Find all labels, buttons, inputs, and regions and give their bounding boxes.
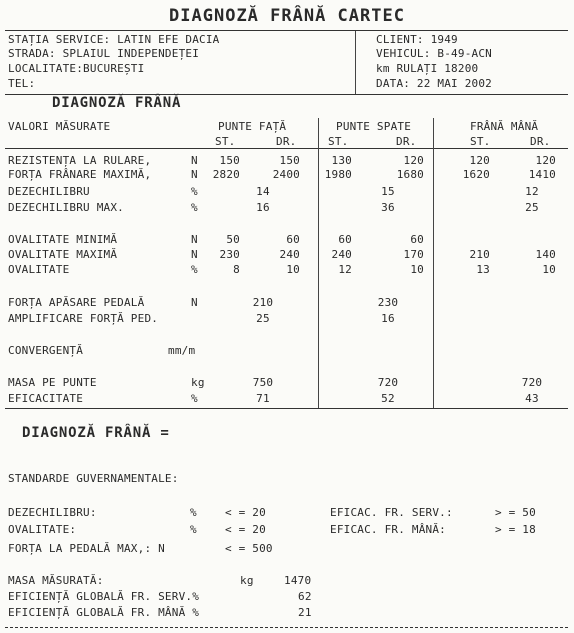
table-header-rule xyxy=(5,148,568,149)
row-unit: N xyxy=(191,248,198,261)
table-cell-merged: 43 xyxy=(525,392,539,405)
row-label: AMPLIFICARE FORȚĂ PED. xyxy=(8,312,159,325)
eff-hand-value: > = 18 xyxy=(495,523,536,536)
table-cell: 60 xyxy=(338,233,352,246)
row-unit: N xyxy=(191,154,198,167)
table-cell-merged: 25 xyxy=(525,201,539,214)
table-cell: 8 xyxy=(233,263,240,276)
pedal-label: FORȚA LA PEDALĂ MAX,: N xyxy=(8,542,165,555)
rear-dr-header: DR. xyxy=(396,135,417,148)
table-cell: 240 xyxy=(279,248,300,261)
global-service-value: 62 xyxy=(298,590,312,603)
table-cell-merged: 750 xyxy=(252,376,274,389)
table-cell-merged: 12 xyxy=(525,185,539,198)
ov-unit: % xyxy=(190,523,197,536)
row-unit: N xyxy=(191,168,198,181)
table-cell-merged: 210 xyxy=(252,296,274,309)
table-cell: 240 xyxy=(331,248,352,261)
front-dr-header: DR. xyxy=(276,135,297,148)
row-unit: N xyxy=(191,296,198,309)
row-unit: % xyxy=(191,185,198,198)
row-label: DEZECHILIBRU xyxy=(8,185,90,198)
section2-title: DIAGNOZĂ FRÂNĂ = xyxy=(22,425,170,441)
row-unit: % xyxy=(191,392,198,405)
row-unit: % xyxy=(191,201,198,214)
mass-unit: kg xyxy=(240,574,254,587)
table-cell: 60 xyxy=(286,233,300,246)
row-label: FORȚA APĂSARE PEDALĂ xyxy=(8,296,145,309)
section-title: DIAGNOZĂ FRÂNĂ xyxy=(52,95,182,111)
table-cell-merged: 36 xyxy=(381,201,395,214)
phone: TEL: xyxy=(8,77,36,90)
mass-label: MASA MĂSURATĂ: xyxy=(8,574,104,587)
row-label: CONVERGENȚĂ xyxy=(8,344,84,357)
locality: LOCALITATE:BUCUREȘTI xyxy=(8,62,145,75)
header-divider xyxy=(355,31,356,94)
global-hand-label: EFICIENȚĂ GLOBALĂ FR. MÂNĂ % xyxy=(8,606,200,619)
table-cell: 60 xyxy=(410,233,424,246)
client: CLIENT: 1949 xyxy=(376,33,458,46)
table-cell: 10 xyxy=(410,263,424,276)
table-cell-merged: 25 xyxy=(256,312,270,325)
table-cell-merged: 52 xyxy=(381,392,395,405)
row-unit: N xyxy=(191,233,198,246)
row-label: FORȚA FRÂNARE MAXIMĂ, xyxy=(8,168,152,181)
eff-hand-label: EFICAC. FR. MÂNĂ: xyxy=(330,523,446,536)
group-hand-brake: FRÂNĂ MÂNĂ xyxy=(470,120,539,133)
table-cell-merged: 16 xyxy=(381,312,395,325)
table-cell-merged: 230 xyxy=(377,296,399,309)
table-cell: 120 xyxy=(403,154,424,167)
table-cell: 1410 xyxy=(528,168,556,181)
footer-dashed-rule xyxy=(5,627,568,628)
table-cell-merged: 14 xyxy=(256,185,270,198)
row-label: OVALITATE MINIMĂ xyxy=(8,233,118,246)
header-top-rule xyxy=(5,30,568,31)
table-cell: 2820 xyxy=(212,168,240,181)
table-cell: 170 xyxy=(403,248,424,261)
table-cell: 210 xyxy=(469,248,490,261)
table-cell: 10 xyxy=(286,263,300,276)
row-unit: % xyxy=(191,263,198,276)
table-cell: 120 xyxy=(535,154,556,167)
service-station: STAȚIA SERVICE: LATIN EFE DACIA xyxy=(8,33,220,46)
date: DATA: 22 MAI 2002 xyxy=(376,77,492,90)
standards-heading: STANDARDE GUVERNAMENTALE: xyxy=(8,472,179,485)
table-cell: 1620 xyxy=(462,168,490,181)
front-st-header: ST. xyxy=(215,135,236,148)
dez-unit: % xyxy=(190,506,197,519)
ov-label: OVALITATE: xyxy=(8,523,77,536)
table-cell-merged: 720 xyxy=(377,376,399,389)
row-label: OVALITATE MAXIMĂ xyxy=(8,248,118,261)
group-front-axle: PUNTE FAȚĂ xyxy=(218,120,287,133)
row-label: EFICACITATE xyxy=(8,392,84,405)
table-bottom-rule xyxy=(5,408,568,409)
table-cell: 230 xyxy=(219,248,240,261)
table-cell: 12 xyxy=(338,263,352,276)
table-cell-merged: 15 xyxy=(381,185,395,198)
ov-value: < = 20 xyxy=(225,523,266,536)
dez-value: < = 20 xyxy=(225,506,266,519)
eff-service-label: EFICAC. FR. SERV.: xyxy=(330,506,453,519)
pedal-value: < = 500 xyxy=(225,542,273,555)
row-label: DEZECHILIBRU MAX. xyxy=(8,201,124,214)
table-cell: 10 xyxy=(542,263,556,276)
table-cell: 120 xyxy=(469,154,490,167)
row-label: MASA PE PUNTE xyxy=(8,376,97,389)
page-title: DIAGNOZĂ FRÂNĂ CARTEC xyxy=(169,6,405,26)
mass-value: 1470 xyxy=(284,574,312,587)
hand-st-header: ST. xyxy=(470,135,491,148)
column-header-values: VALORI MĂSURATE xyxy=(8,120,111,133)
table-cell: 1980 xyxy=(324,168,352,181)
table-cell: 150 xyxy=(219,154,240,167)
table-cell: 13 xyxy=(476,263,490,276)
table-cell: 1680 xyxy=(396,168,424,181)
global-hand-value: 21 xyxy=(298,606,312,619)
street: STRADA: SPLAIUL INDEPENDEȚEI xyxy=(8,47,200,60)
vehicle: VEHICUL: B-49-ACN xyxy=(376,47,492,60)
table-cell: 130 xyxy=(331,154,352,167)
rear-st-header: ST. xyxy=(328,135,349,148)
group-rear-axle: PUNTE SPATE xyxy=(336,120,412,133)
row-label: REZISTENȚA LA RULARE, xyxy=(8,154,152,167)
table-cell: 2400 xyxy=(272,168,300,181)
row-unit: kg xyxy=(191,376,205,389)
table-cell-merged: 16 xyxy=(256,201,270,214)
row-label: OVALITATE xyxy=(8,263,70,276)
table-cell: 140 xyxy=(535,248,556,261)
table-cell-merged: 720 xyxy=(521,376,543,389)
table-cell-merged: 71 xyxy=(256,392,270,405)
hand-dr-header: DR. xyxy=(530,135,551,148)
eff-service-value: > = 50 xyxy=(495,506,536,519)
dez-label: DEZECHILIBRU: xyxy=(8,506,97,519)
table-cell: 50 xyxy=(226,233,240,246)
table-cell: 150 xyxy=(279,154,300,167)
row-unit: mm/m xyxy=(168,344,196,357)
global-service-label: EFICIENȚĂ GLOBALĂ FR. SERV.% xyxy=(8,590,200,603)
km-driven: km RULAȚI 18200 xyxy=(376,62,479,75)
